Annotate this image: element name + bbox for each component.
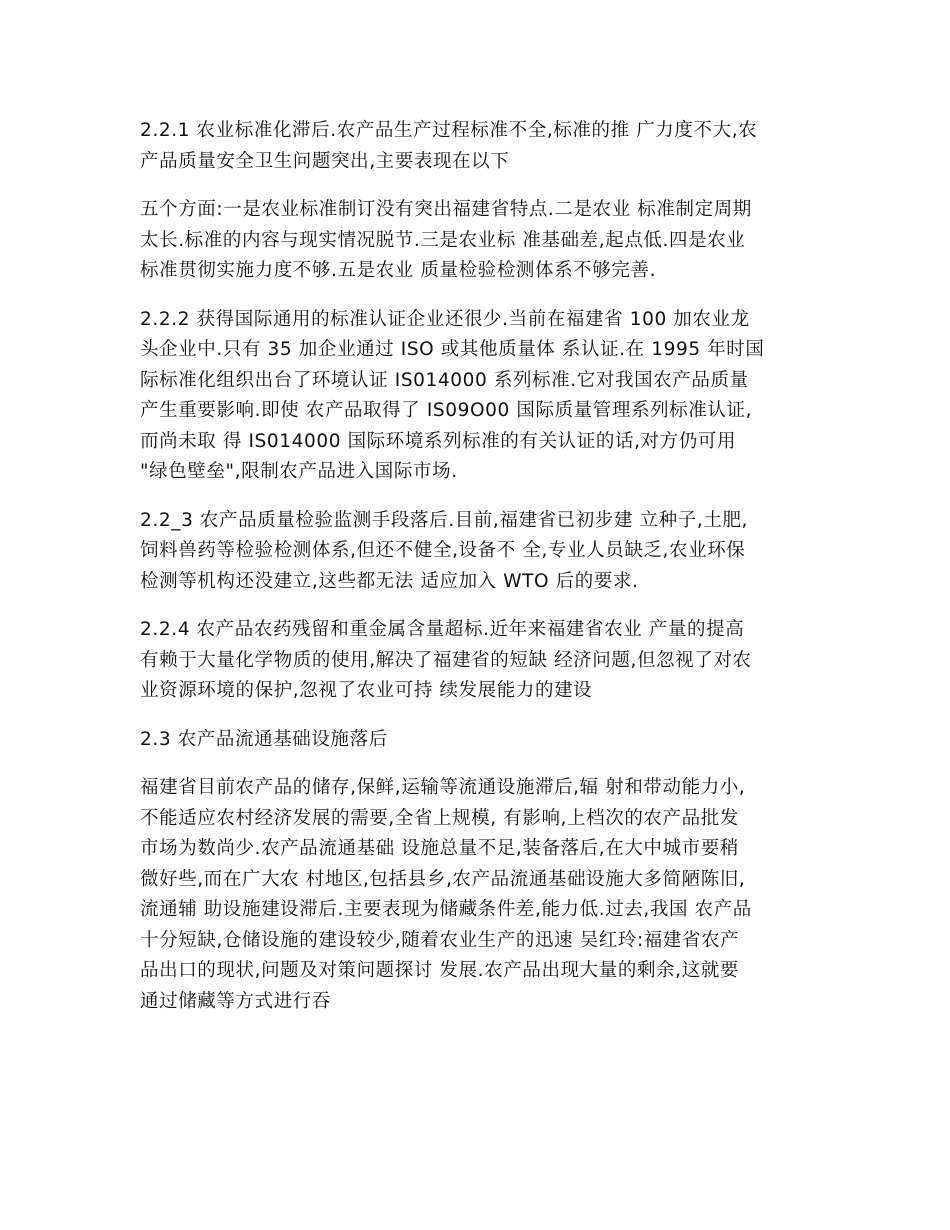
text-line: 有赖于大量化学物质的使用,解决了福建省的短缺 经济问题,但忽视了对农 [140, 649, 752, 671]
section-heading: 2.3 农产品流通基础设施落后 [140, 728, 388, 750]
document-body [140, 116, 820, 1035]
text-line: 五个方面:一是农业标准制订没有突出福建省特点.二是农业 标准制定周期 [140, 199, 752, 220]
text-line: 2.2.1 农业标准化滞后.农产品生产过程标准不全,标准的推 广力度不大,农 [140, 120, 758, 141]
text-line: 微好些,而在广大农 村地区,包括县乡,农产品流通基础设施大多简陋陈旧, [140, 868, 746, 890]
section-heading-2-3 [140, 725, 820, 756]
paragraph-2-2-1 [140, 116, 820, 177]
text-line: 通过储藏等方式进行吞 [140, 990, 332, 1012]
paragraph-2-2-3 [140, 506, 820, 598]
text-line: 产生重要影响.即使 农产品取得了 IS09O00 国际质量管理系列标准认证, [140, 400, 753, 421]
text-line: 福建省目前农产品的储存,保鲜,运输等流通设施滞后,辐 射和带动能力小, [140, 777, 746, 798]
text-line: "绿色壁垒",限制农产品进入国际市场. [140, 461, 458, 482]
text-line: 饲料兽药等检验检测体系,但还不健全,设备不 全,专业人员缺乏,农业环保 [140, 540, 746, 561]
text-line: 太长.标准的内容与现实情况脱节.三是农业标 准基础差,起点低.四是农业 [140, 229, 746, 251]
text-line: 2.2_3 农产品质量检验监测手段落后.目前,福建省已初步建 立种子,土肥, [140, 509, 749, 531]
text-line: 而尚未取 得 IS014000 国际环境系列标准的有关认证的话,对方仍可用 [140, 430, 737, 452]
text-line: 流通辅 助设施建设滞后.主要表现为储藏条件差,能力低.过去,我国 农产品 [140, 899, 752, 920]
text-line: 头企业中.只有 35 加企业通过 ISO 或其他质量体 系认证.在 1995 年时国 [140, 339, 765, 360]
text-line: 不能适应农村经济发展的需要,全省上规模, 有影响,上档次的农产品批发 [140, 807, 739, 829]
text-line: 十分短缺,仓储设施的建设较少,随着农业生产的迅速 吴红玲:福建省农产 [140, 929, 740, 951]
paragraph-five-aspects [140, 195, 820, 287]
text-line: 2.2.2 获得国际通用的标准认证企业还很少.当前在福建省 100 加农业龙 [140, 308, 750, 330]
text-line: 际标准化组织出台了环境认证 IS014000 系列标准.它对我国农产品质量 [140, 369, 749, 391]
paragraph-2-2-2 [140, 305, 820, 488]
text-line: 业资源环境的保护,忽视了农业可持 续发展能力的建设 [140, 680, 593, 701]
text-line: 市场为数尚少.农产品流通基础 设施总量不足,装备落后,在大中城市要稍 [140, 838, 739, 859]
text-line: 品出口的现状,问题及对策问题探讨 发展.农产品出现大量的剩余,这就要 [140, 960, 739, 981]
text-line: 标准贯彻实施力度不够.五是农业 质量检验检测体系不够完善. [140, 260, 657, 281]
paragraph-2-2-4 [140, 615, 820, 707]
text-line: 产品质量安全卫生问题突出,主要表现在以下 [140, 150, 510, 172]
text-line: 2.2.4 农产品农药残留和重金属含量超标.近年来福建省农业 产量的提高 [140, 619, 745, 640]
text-line: 检测等机构还没建立,这些都无法 适应加入 WTO 后的要求. [140, 570, 639, 592]
paragraph-circulation [140, 773, 820, 1017]
